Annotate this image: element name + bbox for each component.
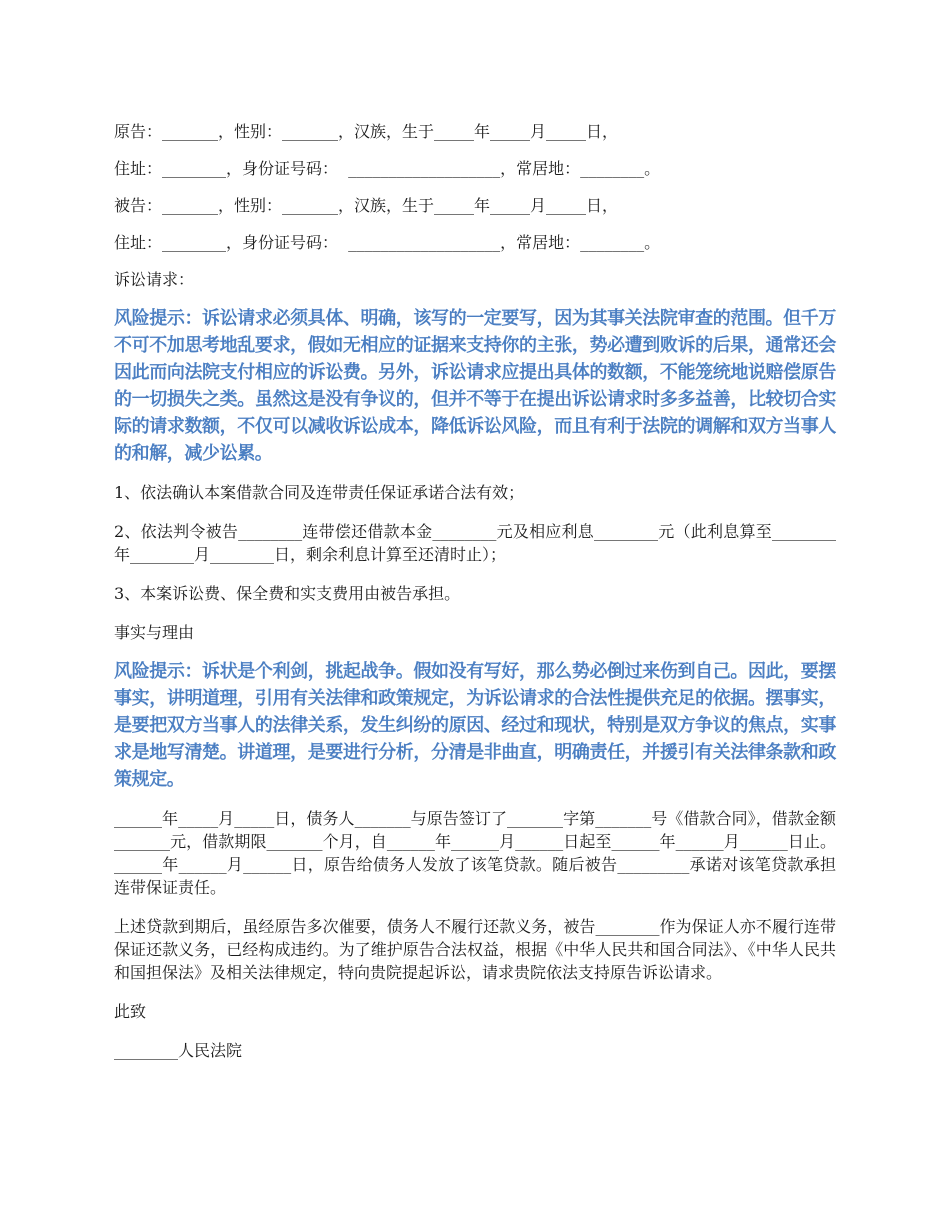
court-name: ________人民法院 (114, 1041, 243, 1060)
risk-tip-claims: 风险提示：诉讼请求必须具体、明确，该写的一定要写，因为其事关法院审查的范围。但千万不可不加思考地乱要求，假如无相应的证据来支持你的主张，势必遭到败诉的后果，通常还会因此而向法院支付相应的诉讼费。另外，诉讼请求应提出具体的数额，不能笼统地说赔偿原告的一切损失之类。虽然这是没有争议的，但并不等于在提出诉讼请求时多多益善，比较切合实际的请求数额，不仅可以减收诉讼成本，降低诉讼风险，而且有利于法院的调解和双方当事人的和解，减少讼累。 (114, 308, 836, 464)
closing-salutation: 此致 (114, 1002, 147, 1021)
facts-paragraph-2: 上述贷款到期后，虽经原告多次催要，债务人不履行还款义务，被告________作为保证人亦不履行连带保证还款义务，已经构成违约。为了维护原告合法权益，根据《中华人民共和国合同法》、《中华人民共和国担保法》及相关法律规定，特向贵院提起诉讼，请求贵院依法支持原告诉讼请求。 (114, 917, 836, 982)
plaintiff-info-line: 原告：_______，性别：_______，汉族，生于_____年_____月_____日， (114, 122, 619, 141)
document-body (114, 120, 836, 1078)
defendant-info-line: 被告：_______，性别：_______，汉族，生于_____年_____月_____日， (114, 196, 619, 215)
defendant-address-line: 住址：________，身份证号码： ___________________，常居地：________。 (114, 233, 661, 252)
claim-item-2: 2、依法判令被告________连带偿还借款本金________元及相应利息________元（此利息算至________年________月________日，剩余利息计算至还清时止）； (114, 522, 836, 564)
claim-item-3: 3、本案诉讼费、保全费和实支费用由被告承担。 (114, 584, 461, 603)
plaintiff-address-line: 住址：________，身份证号码： ___________________，常居地：________。 (114, 159, 661, 178)
facts-paragraph-1: ______年_____月_____日，债务人_______与原告签订了_______字第_______号《借款合同》，借款金额_______元，借款期限_______个月，自______年______月______日起至______年______月______日止。______年______月______日，原告给债务人发放了该笔贷款。随后被告_________承诺对该笔贷款承担连带保证责任。 (114, 809, 836, 897)
facts-heading: 事实与理由 (114, 623, 195, 642)
claims-heading: 诉讼请求： (114, 270, 195, 289)
risk-tip-facts: 风险提示：诉状是个利剑，挑起战争。假如没有写好，那么势必倒过来伤到自己。因此，要摆事实，讲明道理，引用有关法律和政策规定，为诉讼请求的合法性提供充足的依据。摆事实，是要把双方当事人的法律关系，发生纠纷的原因、经过和现状，特别是双方争议的焦点，实事求是地写清楚。讲道理，是要进行分析，分清是非曲直，明确责任，并援引有关法律条款和政策规定。 (114, 661, 836, 790)
claim-item-1: 1、依法确认本案借款合同及连带责任保证承诺合法有效； (114, 483, 525, 502)
